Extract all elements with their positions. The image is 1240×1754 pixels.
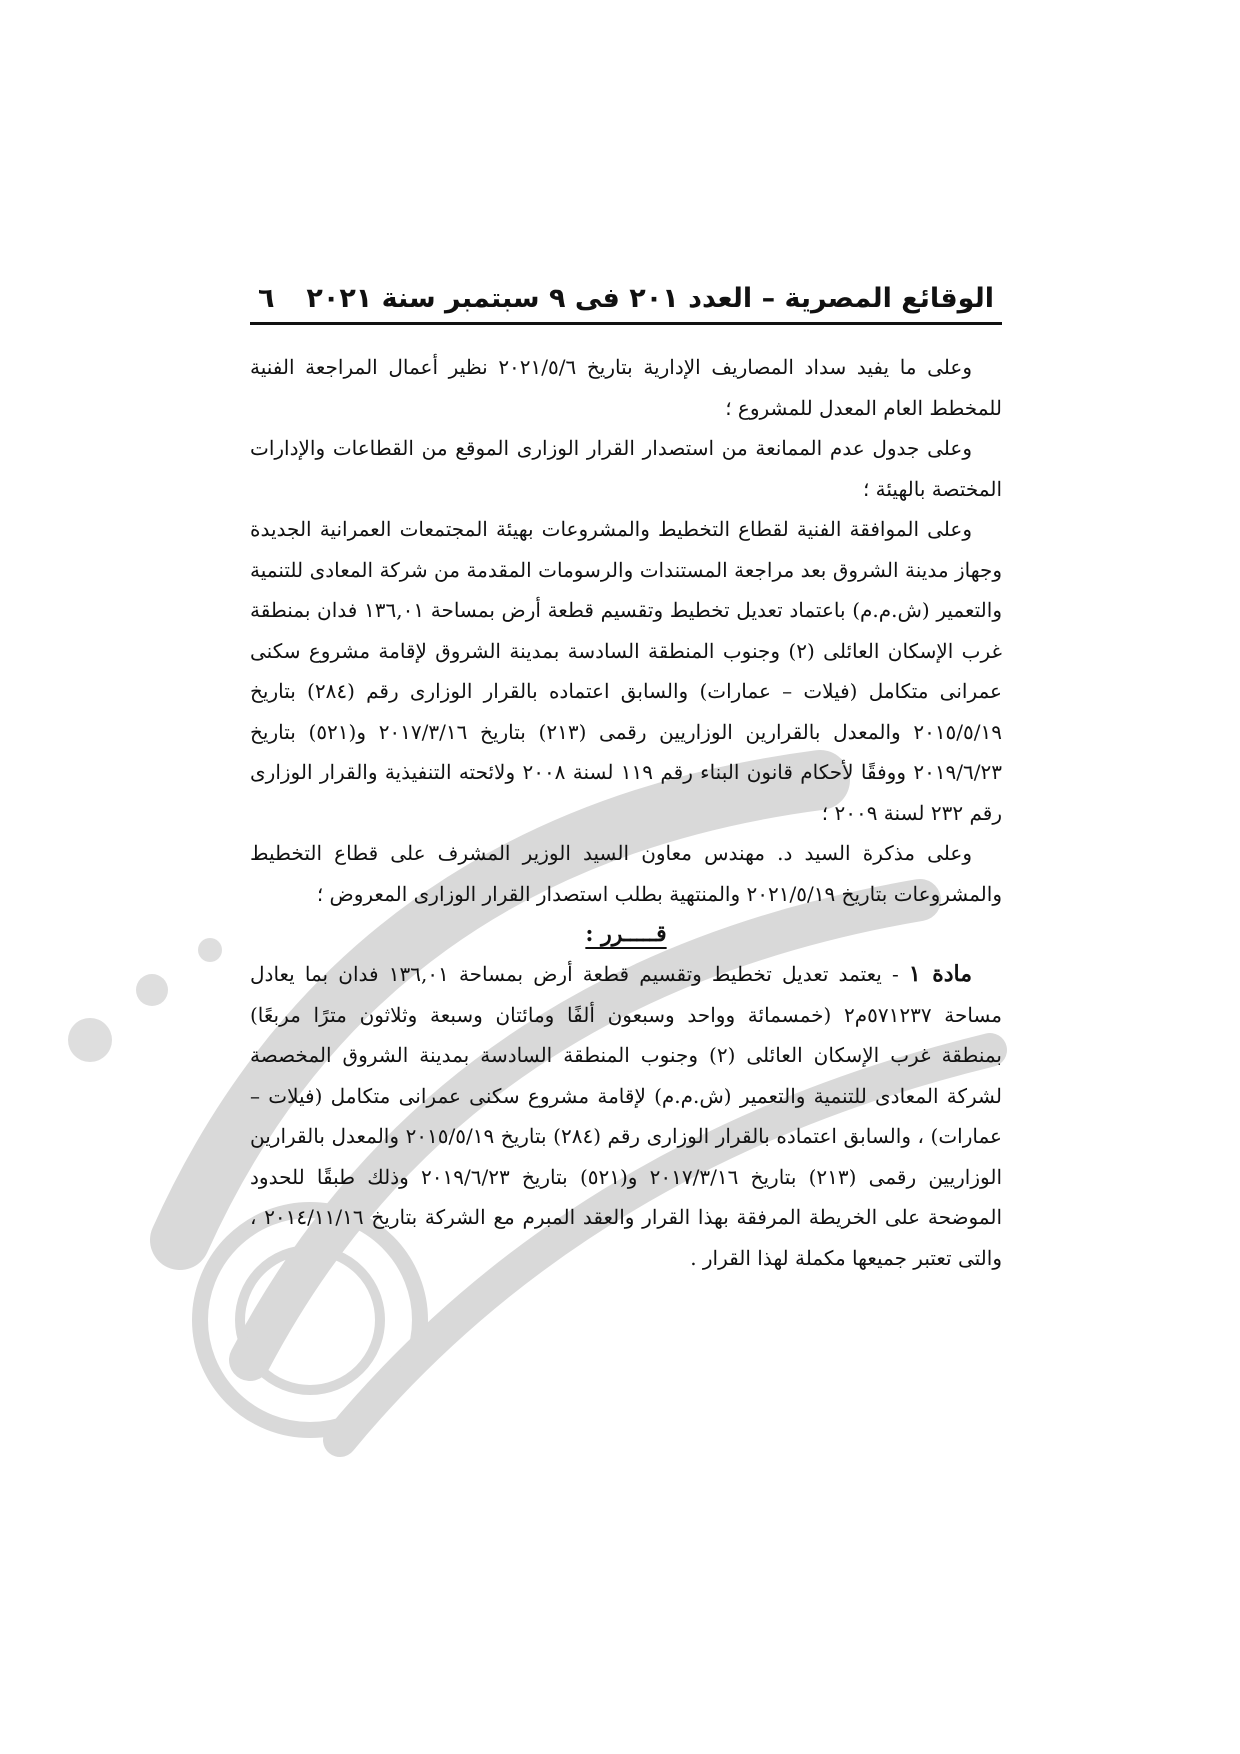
article-1 [250,954,1002,1278]
preamble-paragraph-4: وعلى مذكرة السيد د. مهندس معاون السيد الوزير المشرف على قطاع التخطيط والمشروعات بتاريخ ٢٠٢١/٥/١٩ والمنتهية بطلب استصدار القرار الوزارى المعروض ؛ [250,841,1002,906]
gazette-page [250,270,1002,1278]
decision-heading-text: قـــــرر : [585,921,667,947]
decision-heading [250,914,1002,954]
preamble-paragraph-1: وعلى ما يفيد سداد المصاريف الإدارية بتاريخ ٢٠٢١/٥/٦ نظير أعمال المراجعة الفنية للمخطط العام المعدل للمشروع ؛ [250,355,1002,420]
gazette-title: الوقائع المصرية – العدد ٢٠١ فى ٩ سبتمبر سنة ٢٠٢١ [306,282,994,314]
article-1-label: مادة ١ [908,961,973,987]
article-1-text: - يعتمد تعديل تخطيط وتقسيم قطعة أرض بمساحة ١٣٦,٠١ فدان بما يعادل مساحة ٥٧١٢٣٧م٢ (خمسمائة وواحد وسبعون ألفًا ومائتان وسبعة وثلاثون مترًا مربعًا) بمنطقة غرب الإسكان العائلى (٢) وجنوب المنطقة السادسة بمدينة الشروق المخصصة لشركة المعادى للتنمية والتعمير (ش.م.م) لإقامة مشروع سكنى عمرانى متكامل (فيلات – عمارات) ، والسابق اعتماده بالقرار الوزارى رقم (٢٨٤) بتاريخ ٢٠١٥/٥/١٩ والمعدل بالقرارين الوزاريين رقمى (٢١٣) بتاريخ ٢٠١٧/٣/١٦ و(٥٢١) بتاريخ ٢٠١٩/٦/٢٣ وذلك طبقًا للحدود الموضحة على الخريطة المرفقة بهذا القرار والعقد المبرم مع الشركة بتاريخ ٢٠١٤/١١/١٦ ، والتى تعتبر جميعها مكملة لهذا القرار . [250,962,1003,1270]
preamble-paragraph-2: وعلى جدول عدم الممانعة من استصدار القرار الوزارى الموقع من القطاعات والإدارات المختصة بالهيئة ؛ [250,436,1002,501]
page-header [250,270,1002,325]
document-body [250,347,1002,1278]
preamble-paragraph-3: وعلى الموافقة الفنية لقطاع التخطيط والمشروعات بهيئة المجتمعات العمرانية الجديدة وجهاز مدينة الشروق بعد مراجعة المستندات والرسومات المقدمة من شركة المعادى للتنمية والتعمير (ش.م.م) باعتماد تعديل تخطيط وتقسيم قطعة أرض بمساحة ١٣٦,٠١ فدان بمنطقة غرب الإسكان العائلى (٢) وجنوب المنطقة السادسة بمدينة الشروق لإقامة مشروع سكنى عمرانى متكامل (فيلات – عمارات) والسابق اعتماده بالقرار الوزارى رقم (٢٨٤) بتاريخ ٢٠١٥/٥/١٩ والمعدل بالقرارين الوزاريين رقمى (٢١٣) بتاريخ ٢٠١٧/٣/١٦ و(٥٢١) بتاريخ ٢٠١٩/٦/٢٣ ووفقًا لأحكام قانون البناء رقم ١١٩ لسنة ٢٠٠٨ ولائحته التنفيذية والقرار الوزارى رقم ٢٣٢ لسنة ٢٠٠٩ ؛ [250,517,1002,825]
page-number: ٦ [258,282,275,314]
